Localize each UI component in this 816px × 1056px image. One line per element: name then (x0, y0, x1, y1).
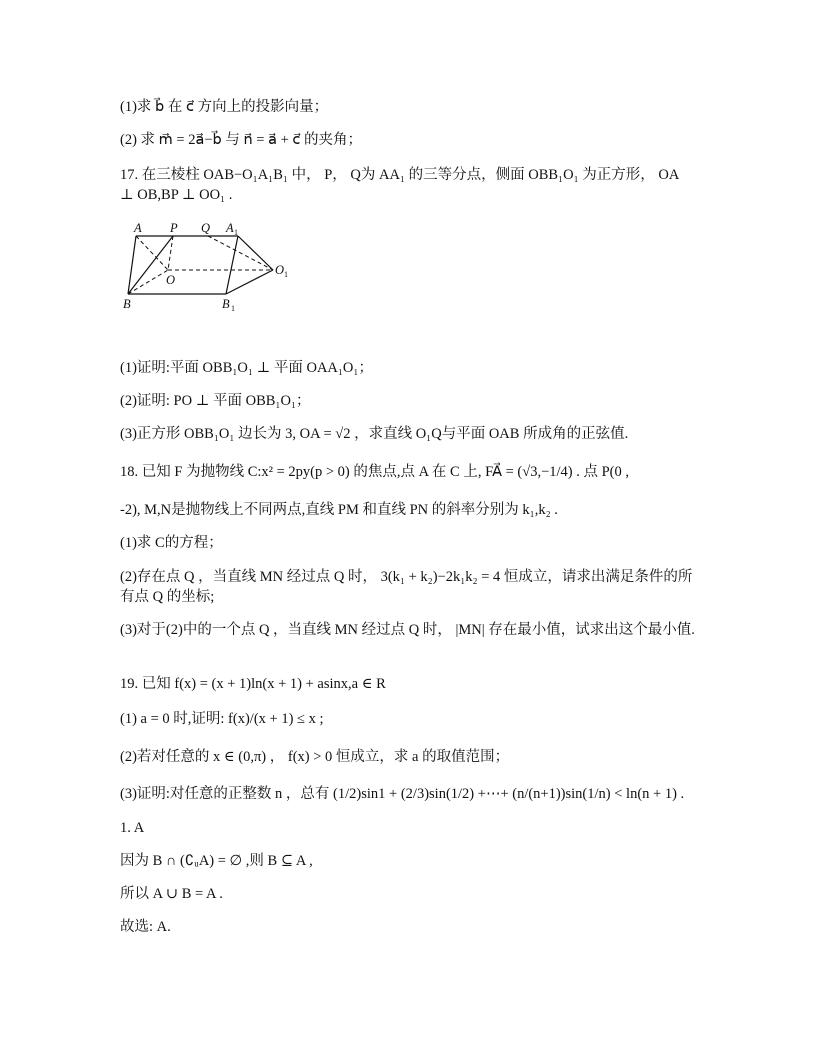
prism-figure (118, 218, 308, 318)
label-a1: A (226, 221, 234, 235)
label-b1: B (222, 297, 230, 311)
text-line: (1) a = 0 时,证明: f(x)/(x + 1) ≤ x ; (120, 711, 324, 727)
text-line: (3)对于(2)中的一个点 Q ，当直线 MN 经过点 Q 时， |MN| 存在最小值，试求出这个最小值. (120, 622, 695, 638)
text-line: -2), M,N是抛物线上不同两点,直线 PM 和直线 PN 的斜率分别为 k₁,k₂ . (120, 502, 558, 518)
text-line: 所以 A ∪ B = A . (120, 886, 223, 902)
label-b: B (123, 297, 131, 311)
text-line: 因为 B ∩ (∁ᵤA) = ∅ ,则 B ⊆ A , (120, 853, 313, 869)
text-line: (1)证明:平面 OBB₁O₁ ⊥ 平面 OAA₁O₁； (120, 360, 373, 376)
text-line: 18. 已知 F 为抛物线 C:x² = 2py(p > 0) 的焦点,点 A 在 C 上, FA⃗ = (√3,−1/4) . 点 P(0 , (120, 464, 630, 480)
label-a: A (134, 221, 142, 235)
label-b1-sub: 1 (231, 304, 235, 313)
label-p: P (170, 221, 178, 235)
label-o: O (166, 273, 176, 287)
text-line: 17. 在三棱柱 OAB−O₁A₁B₁ 中， P， Q为 AA₁ 的三等分点，侧面 OBB₁O₁ 为正方形， OA ⊥ OB,BP ⊥ OO₁ . (120, 167, 679, 203)
text-line: 1. A (120, 820, 145, 836)
text-line: (2)证明: PO ⊥ 平面 OBB₁O₁； (120, 393, 311, 409)
text-line: (3)正方形 OBB₁O₁ 边长为 3, OA = √2 ，求直线 O₁Q与平面 OAB 所成角的正弦值. (120, 426, 629, 442)
label-o1: O (275, 263, 285, 277)
text-line: (2) 求 m⃗ = 2a⃗−b⃗ 与 n⃗ = a⃗ + c⃗ 的夹角； (120, 132, 363, 148)
text-line: 19. 已知 f(x) = (x + 1)ln(x + 1) + asinx,a ∈ R (120, 676, 386, 692)
label-q: Q (201, 221, 211, 235)
label-a1-sub: 1 (234, 228, 238, 237)
prism-diagram (118, 218, 308, 318)
text-line: 故选: A. (120, 919, 171, 935)
text-line: (2)若对任意的 x ∈ (0,π) ， f(x) > 0 恒成立，求 a 的取值范围； (120, 749, 510, 765)
text-line: (2)存在点 Q ，当直线 MN 经过点 Q 时， 3(k₁ + k₂)−2k₁k₂ = 4 恒成立，请求出满足条件的所有点 Q 的坐标; (120, 569, 693, 605)
text-line: (1)求 C的方程； (120, 535, 223, 551)
label-o1-sub: 1 (284, 270, 288, 279)
text-line: (1)求 b⃗ 在 c⃗ 方向上的投影向量； (120, 99, 329, 115)
text-line: (3)证明:对任意的正整数 n ，总有 (1/2)sin1 + (2/3)sin(1/2) +⋯+ (n/(n+1))sin(1/n) < ln(n + 1) . (120, 786, 685, 802)
